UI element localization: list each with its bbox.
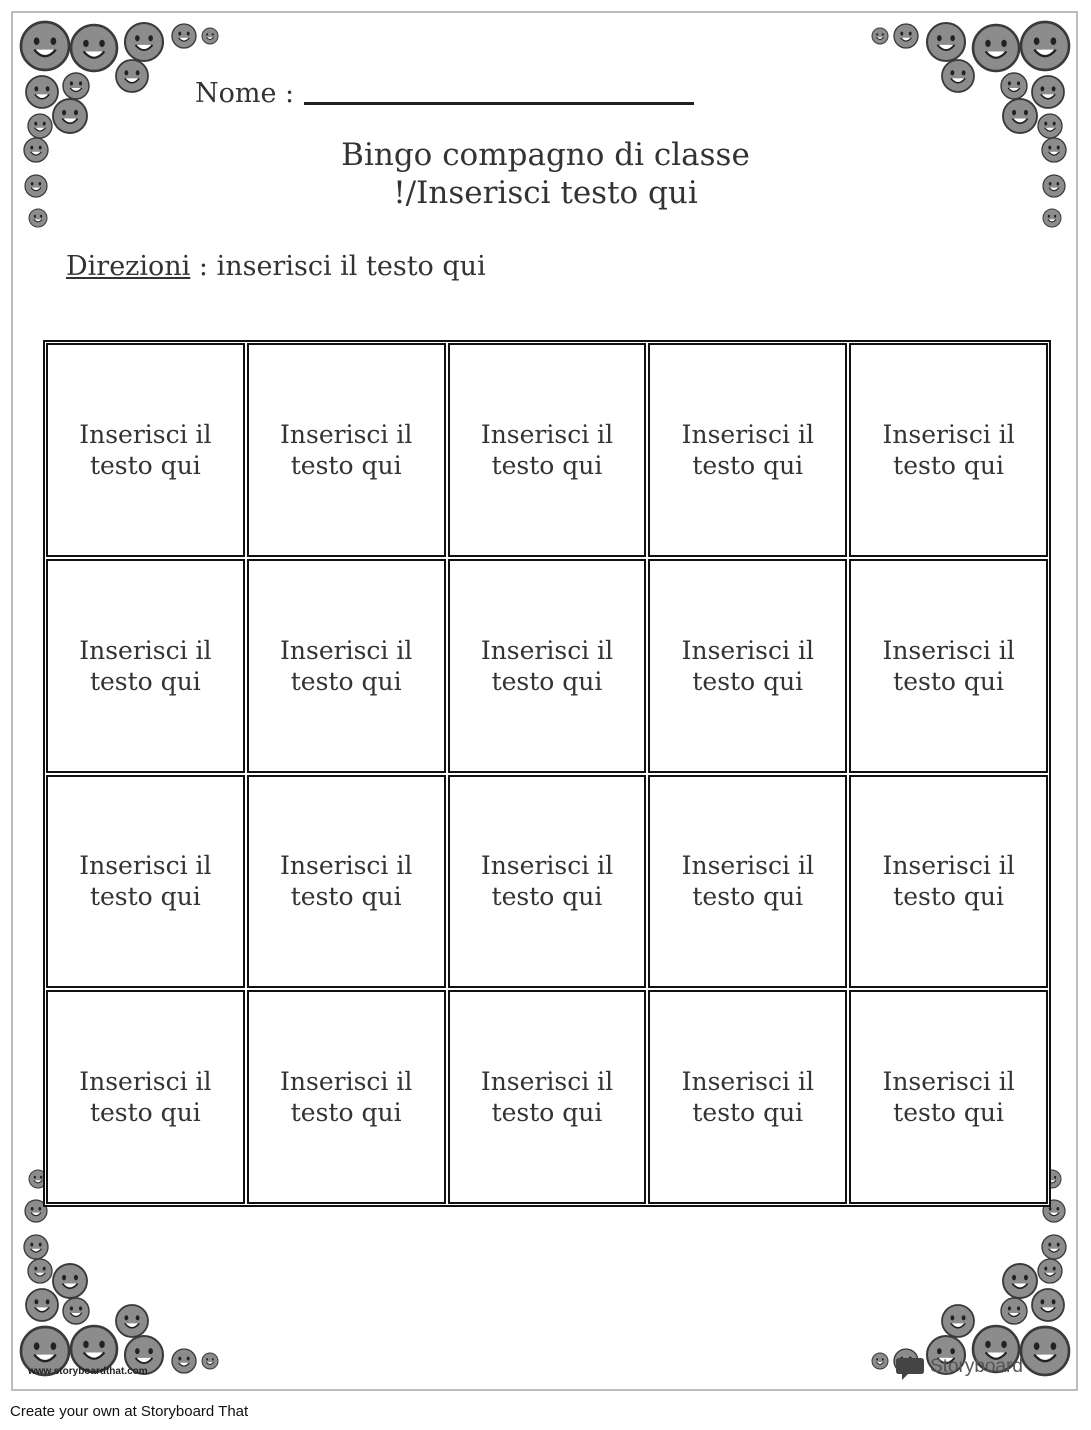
bingo-cell-text: Inserisci il testo qui [280, 1067, 413, 1128]
emoji-face-icon [942, 1305, 974, 1337]
footer-credit: Create your own at Storyboard That [10, 1403, 249, 1420]
name-write-line [304, 102, 694, 105]
bingo-cell [46, 343, 245, 557]
emoji-face-icon [872, 1353, 888, 1369]
bingo-cell-text: Inserisci il testo qui [882, 851, 1015, 912]
directions-label: Direzioni [66, 251, 191, 282]
bingo-cell-text: Inserisci il testo qui [882, 419, 1015, 480]
bingo-cell-text: Inserisci il testo qui [480, 419, 614, 480]
bingo-cell [46, 775, 245, 989]
emoji-face-icon [1021, 1327, 1069, 1375]
bingo-cell [849, 559, 1048, 773]
emoji-face-icon [1021, 22, 1069, 70]
bingo-cell [448, 559, 647, 773]
emoji-face-icon [28, 114, 52, 138]
bingo-cell-text: Inserisci il testo qui [681, 1067, 814, 1128]
directions [66, 251, 486, 282]
bingo-cell [648, 343, 847, 557]
emoji-face-icon [1032, 1289, 1064, 1321]
bingo-cell [648, 775, 847, 989]
name-field [195, 78, 694, 109]
watermark-url: www.storyboardthat.com [28, 1366, 148, 1377]
emoji-face-icon [53, 99, 87, 133]
emoji-face-icon [894, 24, 918, 48]
emoji-face-icon [1038, 114, 1062, 138]
bingo-cell-text: Inserisci il testo qui [280, 419, 413, 480]
emoji-face-icon [1038, 1259, 1062, 1283]
bingo-cell [46, 559, 245, 773]
bingo-cell-text: Inserisci il testo qui [681, 419, 814, 480]
bingo-cell-text: Inserisci il testo qui [882, 1067, 1015, 1128]
bingo-cell [247, 990, 446, 1204]
bingo-cell-text: Inserisci il testo qui [882, 635, 1015, 696]
emoji-face-icon [872, 28, 888, 44]
bingo-cell-text: Inserisci il testo qui [480, 851, 614, 912]
bingo-cell [849, 775, 1048, 989]
emoji-face-icon [1042, 1235, 1066, 1259]
bingo-cell-text: Inserisci il testo qui [280, 851, 413, 912]
emoji-face-icon [26, 1289, 58, 1321]
bingo-cell [448, 343, 647, 557]
bingo-cell [849, 990, 1048, 1204]
emoji-face-icon [1032, 76, 1064, 108]
emoji-face-icon [172, 1349, 196, 1373]
bingo-cell-text: Inserisci il testo qui [79, 635, 212, 696]
bingo-cell-text: Inserisci il testo qui [79, 1067, 212, 1128]
bingo-cell-text: Inserisci il testo qui [681, 635, 814, 696]
bingo-cell [448, 990, 647, 1204]
bingo-cell [648, 990, 847, 1204]
emoji-face-icon [942, 60, 974, 92]
worksheet-title: Bingo compagno di classe [341, 137, 750, 173]
emoji-face-icon [973, 25, 1019, 71]
emoji-face-icon [202, 28, 218, 44]
emoji-face-icon [21, 22, 69, 70]
emoji-face-icon [1001, 1298, 1027, 1324]
emoji-face-icon [71, 25, 117, 71]
storyboard-logo-icon [896, 1355, 926, 1381]
worksheet-subtitle: !/Inserisci testo qui [393, 175, 698, 211]
emoji-face-icon [1003, 99, 1037, 133]
emoji-face-icon [63, 1298, 89, 1324]
bingo-cell-text: Inserisci il testo qui [79, 419, 212, 480]
emoji-face-icon [116, 1305, 148, 1337]
bingo-cell-text: Inserisci il testo qui [79, 851, 212, 912]
directions-text: inserisci il testo qui [216, 251, 486, 282]
name-label: Nome : [195, 78, 295, 109]
emoji-face-icon [1001, 73, 1027, 99]
bingo-cell-text: Inserisci il testo qui [480, 635, 614, 696]
emoji-face-icon [24, 1235, 48, 1259]
emoji-face-icon [1003, 1264, 1037, 1298]
emoji-face-icon [116, 60, 148, 92]
bingo-grid [43, 340, 1051, 1207]
bingo-cell [849, 343, 1048, 557]
bingo-cell [648, 559, 847, 773]
emoji-face-icon [125, 23, 163, 61]
directions-separator: : [190, 251, 217, 282]
watermark-brand: Storyboard [930, 1356, 1023, 1377]
emoji-face-icon [53, 1264, 87, 1298]
bingo-cell [247, 775, 446, 989]
bingo-cell [247, 559, 446, 773]
bingo-cell-text: Inserisci il testo qui [280, 635, 413, 696]
bingo-cell-text: Inserisci il testo qui [480, 1067, 614, 1128]
emoji-face-icon [26, 76, 58, 108]
bingo-cell [448, 775, 647, 989]
bingo-cell [247, 343, 446, 557]
emoji-face-icon [63, 73, 89, 99]
bingo-cell [46, 990, 245, 1204]
emoji-face-icon [202, 1353, 218, 1369]
emoji-face-icon [172, 24, 196, 48]
bingo-cell-text: Inserisci il testo qui [681, 851, 814, 912]
emoji-face-icon [28, 1259, 52, 1283]
emoji-face-icon [927, 23, 965, 61]
